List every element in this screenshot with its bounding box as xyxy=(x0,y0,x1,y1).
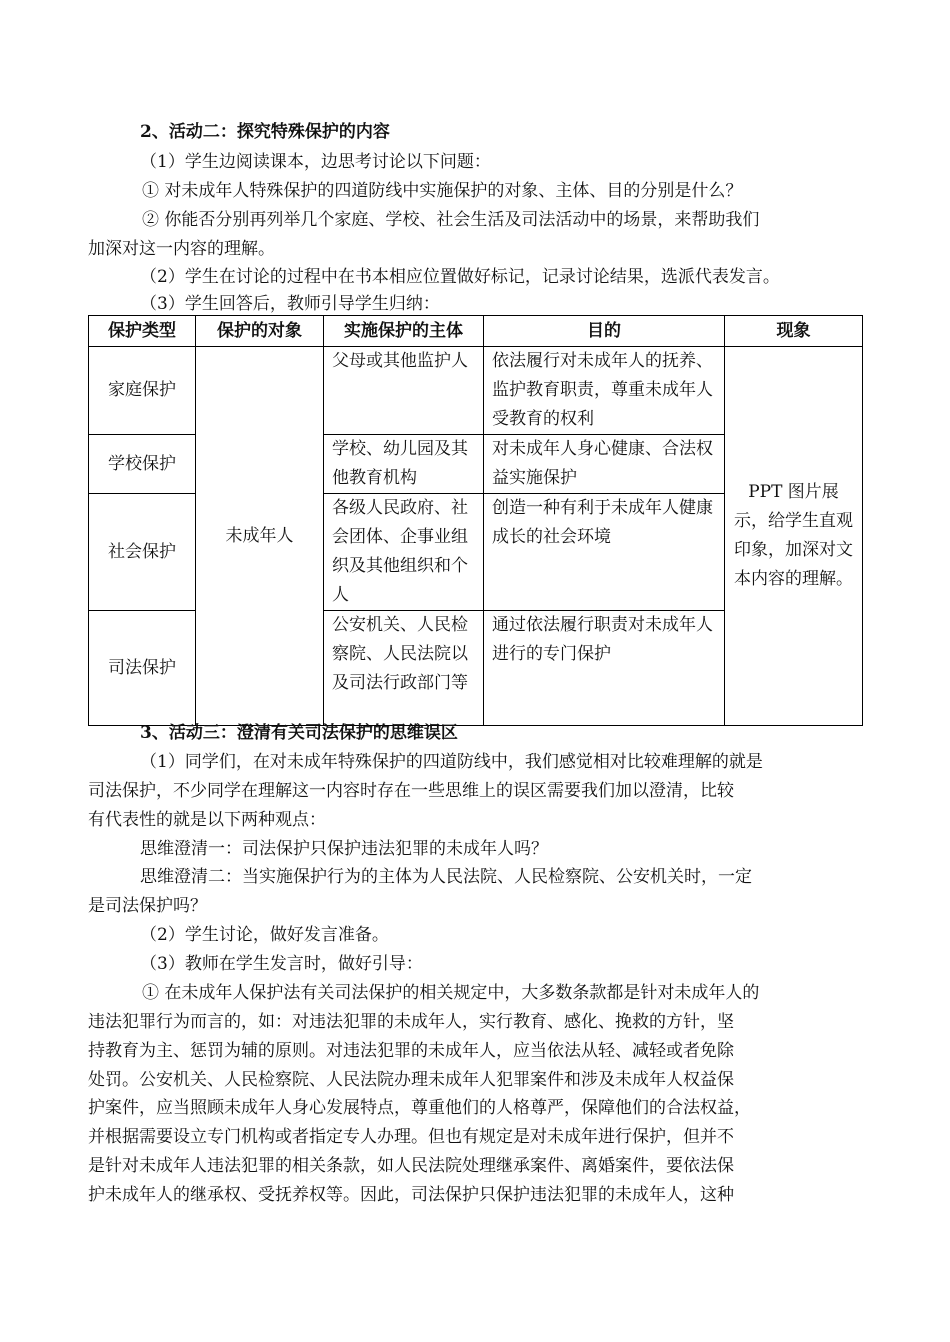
cell-subject-school: 学校、幼儿园及其他教育机构 xyxy=(324,435,484,494)
table-header-row xyxy=(89,316,863,347)
cell-type-school: 学校保护 xyxy=(89,435,196,494)
cell-purpose-family: 依法履行对未成年人的抚养、监护教育职责，尊重未成年人受教育的权利 xyxy=(484,347,725,435)
activity2-question2-line2: 加深对这一内容的理解。 xyxy=(88,239,275,259)
header-phenomenon: 现象 xyxy=(725,316,863,347)
cell-subject-judicial: 公安机关、人民检察院、人民法院以及司法行政部门等 xyxy=(324,611,484,726)
activity2-heading: 2、活动二：探究特殊保护的内容 xyxy=(140,122,390,142)
activity3-step2: （2）学生讨论，做好发言准备。 xyxy=(140,925,389,945)
clarification-two-line1: 思维澄清二：当实施保护行为的主体为人民法院、人民检察院、公安机关时，一定 xyxy=(140,867,752,887)
cell-type-judicial: 司法保护 xyxy=(89,611,196,726)
guidance-line2: 违法犯罪行为而言的，如：对违法犯罪的未成年人，实行教育、感化、挽救的方针，坚 xyxy=(88,1012,734,1032)
guidance-line8: 护未成年人的继承权、受抚养权等。因此，司法保护只保护违法犯罪的未成年人，这种 xyxy=(88,1185,734,1205)
header-protecting-subject: 实施保护的主体 xyxy=(324,316,484,347)
guidance-line5: 护案件，应当照顾未成年人身心发展特点，尊重他们的人格尊严，保障他们的合法权益， xyxy=(88,1098,751,1118)
activity2-step1: （1）学生边阅读课本，边思考讨论以下问题： xyxy=(140,152,491,172)
activity2-step3: （3）学生回答后，教师引导学生归纳： xyxy=(140,294,440,314)
cell-purpose-school: 对未成年人身心健康、合法权益实施保护 xyxy=(484,435,725,494)
activity3-step1-line1: （1）同学们，在对未成年特殊保护的四道防线中，我们感觉相对比较难理解的就是 xyxy=(140,752,763,772)
activity2-step2: （2）学生在讨论的过程中在书本相应位置做好标记，记录讨论结果，选派代表发言。 xyxy=(140,267,780,287)
activity3-step1-line2: 司法保护，不少同学在理解这一内容时存在一些思维上的误区需要我们加以澄清，比较 xyxy=(88,781,734,801)
table-row xyxy=(89,347,863,435)
guidance-line1: ① 在未成年人保护法有关司法保护的相关规定中，大多数条款都是针对未成年人的 xyxy=(142,983,760,1003)
cell-subject-society: 各级人民政府、社会团体、企事业组织及其他组织和个人 xyxy=(324,494,484,611)
header-protection-type: 保护类型 xyxy=(89,316,196,347)
cell-purpose-judicial: 通过依法履行职责对未成年人进行的专门保护 xyxy=(484,611,725,726)
guidance-line3: 持教育为主、惩罚为辅的原则。对违法犯罪的未成年人，应当依法从轻、减轻或者免除 xyxy=(88,1041,734,1061)
guidance-line6: 并根据需要设立专门机构或者指定专人办理。但也有规定是对未成年进行保护，但并不 xyxy=(88,1127,734,1147)
activity2-question2-line1: ② 你能否分别再列举几个家庭、学校、社会生活及司法活动中的场景，来帮助我们 xyxy=(142,210,760,230)
clarification-two-line2: 是司法保护吗？ xyxy=(88,896,207,916)
guidance-line7: 是针对未成年人违法犯罪的相关条款，如人民法院处理继承案件、离婚案件，要依法保 xyxy=(88,1156,734,1176)
activity3-heading: 3、活动三：澄清有关司法保护的思维误区 xyxy=(140,723,458,743)
clarification-one: 思维澄清一：司法保护只保护违法犯罪的未成年人吗？ xyxy=(140,839,548,859)
cell-purpose-society: 创造一种有利于未成年人健康成长的社会环境 xyxy=(484,494,725,611)
activity3-step3: （3）教师在学生发言时，做好引导： xyxy=(140,954,423,974)
cell-object: 未成年人 xyxy=(196,347,324,726)
cell-phenomenon: PPT 图片展示，给学生直观印象，加深对文本内容的理解。 xyxy=(725,347,863,726)
guidance-line4: 处罚。公安机关、人民检察院、人民法院办理未成年人犯罪案件和涉及未成年人权益保 xyxy=(88,1070,734,1090)
activity3-step1-line3: 有代表性的就是以下两种观点： xyxy=(88,810,326,830)
cell-subject-family: 父母或其他监护人 xyxy=(324,347,484,435)
protection-table xyxy=(88,315,863,726)
cell-type-family: 家庭保护 xyxy=(89,347,196,435)
cell-type-society: 社会保护 xyxy=(89,494,196,611)
header-purpose: 目的 xyxy=(484,316,725,347)
header-protected-object: 保护的对象 xyxy=(196,316,324,347)
activity2-question1: ① 对未成年人特殊保护的四道防线中实施保护的对象、主体、目的分别是什么？ xyxy=(142,181,743,201)
